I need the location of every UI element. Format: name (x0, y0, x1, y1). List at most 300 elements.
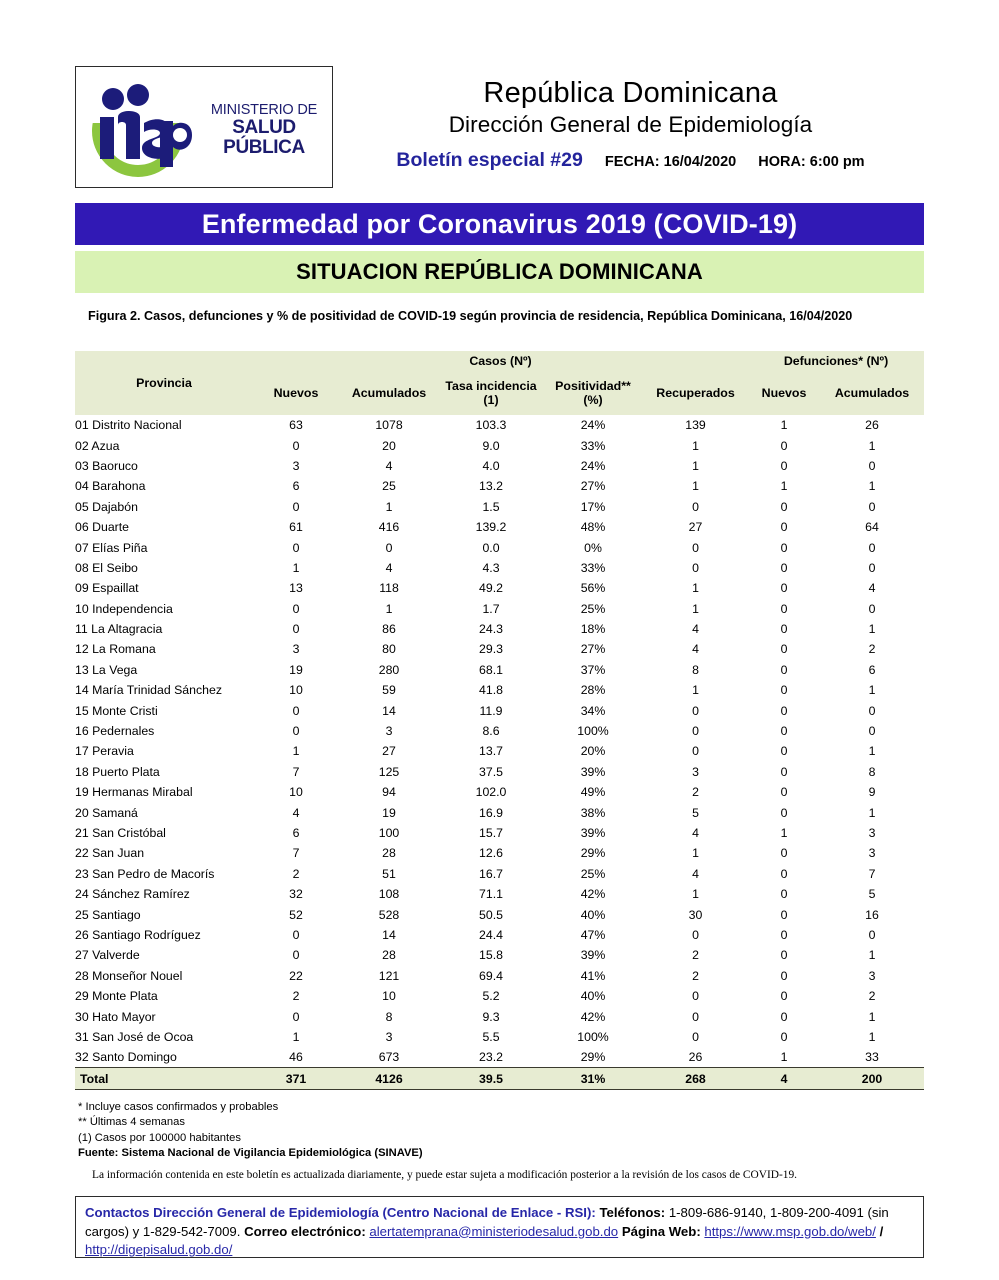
cell-def-nuevos: 0 (780, 887, 788, 902)
table-row (75, 1006, 924, 1026)
cell-def-nuevos: 0 (780, 560, 788, 575)
cell-tasa-incidencia: 24.4 (479, 927, 503, 942)
contact-phones: 1-809-686-9140, 1-809-200-4091 (sin cargos) y 1-829-542-7009. (85, 1205, 889, 1239)
cell-def-acumulados: 0 (868, 601, 876, 616)
cell-casos-acumulados: 0 (385, 540, 393, 555)
cell-tasa-incidencia: 13.7 (479, 744, 503, 759)
cell-casos-nuevos: 6 (292, 826, 300, 840)
cell-def-acumulados: 0 (868, 927, 876, 942)
cell-def-nuevos: 1 (780, 418, 788, 433)
cell-recuperados: 1 (692, 581, 699, 596)
cell-positividad: 42% (580, 887, 606, 902)
province-table-wrapper (75, 351, 924, 1090)
footnote-1: * Incluye casos confirmados y probables (78, 1101, 279, 1113)
cell-casos-nuevos: 0 (292, 438, 300, 453)
cell-def-nuevos: 0 (780, 785, 788, 800)
cell-recuperados: 0 (692, 724, 699, 739)
cell-def-nuevos: 1 (780, 1050, 788, 1065)
cell-provincia: 20 Samaná (75, 805, 138, 820)
cell-tasa-incidencia: 69.4 (479, 968, 503, 983)
cell-casos-acumulados: 1078 (375, 418, 403, 433)
cell-casos-nuevos: 1 (292, 560, 300, 575)
col-header-provincia: Provincia (75, 351, 253, 415)
table-row (75, 741, 924, 761)
cell-positividad: 100% (577, 1029, 609, 1044)
cell-def-acumulados: 3 (868, 968, 876, 983)
cell-def-acumulados: 16 (865, 907, 879, 922)
cell-def-nuevos: 0 (780, 622, 788, 637)
table-row (75, 1027, 924, 1047)
cell-tasa-incidencia: 15.8 (479, 948, 503, 963)
cell-casos-acumulados: 4 (385, 458, 393, 473)
cell-casos-acumulados: 280 (378, 662, 400, 677)
cell-tasa-incidencia: 11.9 (479, 703, 503, 718)
cell-positividad: 29% (580, 846, 606, 861)
contact-title: Contactos Dirección General de Epidemiología (Centro Nacional de Enlace - RSI): (85, 1205, 596, 1220)
title-block (337, 66, 924, 172)
cell-recuperados: 0 (692, 540, 699, 555)
cell-def-nuevos: 0 (780, 989, 788, 1004)
cell-tasa-incidencia: 4.0 (482, 458, 500, 473)
table-row (75, 700, 924, 720)
cell-casos-acumulados: 14 (382, 927, 396, 942)
cell-casos-acumulados: 27 (382, 744, 396, 759)
table-row (75, 456, 924, 476)
cell-positividad: 17% (580, 499, 606, 514)
cell-def-nuevos: 0 (780, 540, 788, 555)
cell-def-acumulados: 3 (868, 846, 876, 861)
total-def-nuevos: 4 (748, 1068, 820, 1090)
table-row (75, 782, 924, 802)
cell-tasa-incidencia: 37.5 (479, 764, 503, 779)
contact-phones-label: Teléfonos: (599, 1205, 666, 1220)
document-header (75, 66, 924, 190)
cell-provincia: 32 Santo Domingo (75, 1050, 177, 1065)
col-header-casos-nuevos: Nuevos (253, 371, 339, 415)
positividad-line1: Positividad** (555, 378, 631, 393)
bulletin-time: HORA: 6:00 pm (758, 154, 865, 170)
cell-positividad: 38% (580, 805, 606, 820)
cell-recuperados: 2 (692, 785, 699, 800)
cell-tasa-incidencia: 41.8 (479, 683, 503, 698)
cell-provincia: 09 Espaillat (75, 581, 139, 596)
cell-casos-nuevos: 22 (289, 968, 303, 983)
bulletin-meta-line (337, 149, 924, 172)
cell-casos-nuevos: 10 (289, 785, 303, 800)
cell-def-acumulados: 0 (868, 499, 876, 514)
contact-web-link-2[interactable]: http://digepisalud.gob.do/ (85, 1242, 233, 1258)
col-header-positividad (543, 371, 643, 415)
cell-def-nuevos: 0 (780, 662, 788, 677)
cell-recuperados: 4 (692, 622, 699, 637)
cell-casos-nuevos: 0 (292, 724, 300, 739)
table-row (75, 537, 924, 557)
cell-casos-nuevos: 52 (289, 907, 303, 922)
cell-casos-acumulados: 8 (385, 1009, 393, 1024)
table-row (75, 823, 924, 843)
cell-positividad: 37% (580, 662, 606, 677)
cell-recuperados: 8 (692, 662, 699, 677)
tasa-incidencia-line1: Tasa incidencia (445, 378, 537, 393)
cell-casos-nuevos: 0 (292, 540, 300, 555)
figure-caption: Figura 2. Casos, defunciones y % de positividad de COVID-19 según provincia de residencia, República Dominicana, 16/04/2020 (88, 309, 853, 323)
cell-recuperados: 30 (688, 907, 703, 922)
cell-provincia: 10 Independencia (75, 601, 173, 616)
cell-positividad: 29% (580, 1050, 606, 1065)
office-title: Dirección General de Epidemiología (448, 112, 813, 137)
cell-positividad: 33% (580, 438, 606, 453)
cell-provincia: 13 La Vega (75, 662, 138, 677)
cell-casos-nuevos: 0 (292, 601, 300, 616)
cell-casos-acumulados: 28 (382, 846, 396, 861)
cell-tasa-incidencia: 50.5 (479, 907, 503, 922)
cell-casos-nuevos: 0 (292, 622, 300, 637)
cell-tasa-incidencia: 29.3 (479, 642, 503, 657)
cell-provincia: 05 Dajabón (75, 499, 138, 514)
cell-recuperados: 4 (692, 642, 699, 657)
cell-casos-acumulados: 86 (382, 622, 396, 637)
cell-provincia: 28 Monseñor Nouel (75, 968, 183, 983)
total-casos-acumulados: 4126 (339, 1068, 439, 1090)
cell-casos-nuevos: 61 (289, 520, 303, 535)
table-footnotes (78, 1100, 924, 1183)
table-row (75, 884, 924, 904)
cell-def-nuevos: 1 (780, 479, 788, 494)
cell-casos-acumulados: 94 (382, 785, 396, 800)
cell-casos-nuevos: 3 (292, 642, 300, 657)
country-title: República Dominicana (483, 77, 778, 109)
cell-casos-acumulados: 10 (382, 989, 396, 1004)
bulletin-date: FECHA: 16/04/2020 (604, 154, 737, 170)
cell-provincia: 19 Hermanas Mirabal (75, 785, 193, 800)
cell-provincia: 15 Monte Cristi (75, 703, 158, 718)
cell-positividad: 18% (580, 622, 606, 637)
col-header-recuperados: Recuperados (643, 371, 748, 415)
cell-casos-nuevos: 10 (289, 683, 303, 698)
cell-provincia: 01 Distrito Nacional (75, 418, 182, 433)
cell-recuperados: 0 (692, 1009, 699, 1024)
cell-positividad: 24% (580, 418, 606, 433)
cell-positividad: 28% (580, 683, 606, 698)
cell-casos-acumulados: 28 (382, 948, 396, 963)
cell-tasa-incidencia: 4.3 (482, 560, 500, 575)
cell-def-nuevos: 0 (780, 866, 788, 881)
cell-def-nuevos: 0 (780, 724, 788, 739)
total-positividad: 31% (543, 1068, 643, 1090)
cell-def-nuevos: 0 (780, 703, 788, 718)
cell-casos-acumulados: 416 (378, 520, 400, 535)
cell-recuperados: 3 (692, 764, 699, 779)
msp-logo-wordmark (202, 103, 326, 158)
cell-def-acumulados: 0 (868, 540, 876, 555)
cell-def-nuevos: 0 (780, 764, 788, 779)
table-row (75, 660, 924, 680)
cell-recuperados: 1 (692, 479, 699, 494)
cell-positividad: 49% (580, 785, 606, 800)
cell-def-nuevos: 1 (780, 826, 788, 840)
cell-tasa-incidencia: 1.5 (482, 499, 500, 514)
cell-tasa-incidencia: 12.6 (479, 846, 503, 861)
cell-recuperados: 5 (692, 805, 699, 820)
cell-def-nuevos: 0 (780, 846, 788, 861)
cell-def-nuevos: 0 (780, 927, 788, 942)
cell-def-acumulados: 1 (868, 622, 876, 637)
msp-logo-box (75, 66, 333, 188)
footnote-source: Fuente: Sistema Nacional de Vigilancia Epidemiológica (SINAVE) (78, 1147, 423, 1160)
cell-positividad: 25% (580, 866, 606, 881)
total-def-acumulados: 200 (820, 1068, 924, 1090)
cell-casos-nuevos: 32 (289, 887, 303, 902)
cell-casos-nuevos: 63 (289, 418, 303, 433)
cell-casos-acumulados: 19 (382, 805, 396, 820)
cell-casos-nuevos: 0 (292, 703, 300, 718)
cell-positividad: 27% (580, 642, 606, 657)
cell-def-nuevos: 0 (780, 438, 788, 453)
cell-casos-nuevos: 7 (292, 764, 300, 779)
cell-casos-nuevos: 6 (292, 479, 300, 494)
cell-recuperados: 2 (692, 948, 699, 963)
cell-recuperados: 0 (692, 1029, 699, 1044)
cell-recuperados: 1 (692, 438, 699, 453)
cell-def-acumulados: 1 (868, 744, 876, 759)
cell-def-nuevos: 0 (780, 581, 788, 596)
group-header-defunciones: Defunciones* (Nº) (748, 351, 924, 371)
total-casos-nuevos: 371 (253, 1068, 339, 1090)
cell-casos-nuevos: 2 (292, 989, 300, 1004)
cell-def-acumulados: 2 (868, 989, 876, 1004)
table-row (75, 1047, 924, 1067)
cell-provincia: 16 Pedernales (75, 724, 155, 739)
cell-casos-acumulados: 1 (385, 601, 393, 616)
cell-casos-acumulados: 108 (378, 887, 400, 902)
cell-def-nuevos: 0 (780, 642, 788, 657)
cell-recuperados: 4 (692, 826, 699, 840)
cell-def-acumulados: 1 (868, 805, 876, 820)
group-header-casos: Casos (Nº) (253, 351, 748, 371)
cell-provincia: 03 Baoruco (75, 458, 138, 473)
table-row (75, 415, 924, 435)
cell-casos-nuevos: 46 (289, 1050, 303, 1065)
cell-tasa-incidencia: 15.7 (479, 826, 503, 840)
table-row (75, 558, 924, 578)
cell-casos-nuevos: 4 (292, 805, 300, 820)
cell-provincia: 29 Monte Plata (75, 989, 158, 1004)
cell-total-label: Total (75, 1068, 253, 1090)
cell-positividad: 39% (580, 764, 606, 779)
cell-positividad: 27% (580, 479, 606, 494)
cell-recuperados: 0 (692, 989, 699, 1004)
table-row (75, 680, 924, 700)
cell-provincia: 30 Hato Mayor (75, 1009, 156, 1024)
table-row (75, 925, 924, 945)
cell-recuperados: 26 (688, 1050, 703, 1065)
cell-def-acumulados: 1 (868, 948, 876, 963)
cell-def-nuevos: 0 (780, 968, 788, 983)
cell-def-nuevos: 0 (780, 458, 788, 473)
cell-casos-nuevos: 7 (292, 846, 300, 861)
cell-recuperados: 4 (692, 866, 699, 881)
table-row (75, 864, 924, 884)
cell-recuperados: 1 (692, 887, 699, 902)
cell-def-acumulados: 26 (865, 418, 879, 433)
cell-casos-acumulados: 14 (382, 703, 396, 718)
cell-provincia: 18 Puerto Plata (75, 764, 160, 779)
cell-casos-acumulados: 125 (378, 764, 400, 779)
contact-web-link-1[interactable]: https://www.msp.gob.do/web/ (704, 1223, 876, 1239)
table-row (75, 578, 924, 598)
cell-def-acumulados: 1 (868, 1009, 876, 1024)
table-row (75, 639, 924, 659)
contact-link-separator: / (879, 1223, 884, 1239)
table-row (75, 986, 924, 1006)
cell-def-acumulados: 1 (868, 479, 876, 494)
bulletin-number: Boletín especial #29 (396, 149, 583, 171)
cell-tasa-incidencia: 68.1 (479, 662, 503, 677)
cell-provincia: 14 María Trinidad Sánchez (75, 683, 222, 698)
cell-def-acumulados: 4 (868, 581, 876, 596)
table-row (75, 599, 924, 619)
cell-positividad: 100% (577, 724, 609, 739)
cell-casos-acumulados: 528 (378, 907, 400, 922)
cell-positividad: 48% (580, 520, 606, 535)
cell-def-acumulados: 64 (865, 520, 879, 535)
cell-def-acumulados: 8 (868, 764, 876, 779)
total-recuperados: 268 (643, 1068, 748, 1090)
total-tasa-incidencia: 39.5 (439, 1068, 543, 1090)
cell-tasa-incidencia: 49.2 (479, 581, 503, 596)
cell-def-acumulados: 2 (868, 642, 876, 657)
cell-def-nuevos: 0 (780, 744, 788, 759)
cell-recuperados: 0 (692, 703, 699, 718)
cell-tasa-incidencia: 103.3 (475, 418, 507, 433)
cell-tasa-incidencia: 71.1 (479, 887, 503, 902)
col-header-def-acumulados: Acumulados (820, 371, 924, 415)
cell-def-acumulados: 3 (868, 826, 876, 840)
province-table (75, 351, 924, 1090)
cell-def-nuevos: 0 (780, 683, 788, 698)
cell-tasa-incidencia: 24.3 (479, 622, 503, 637)
col-header-def-nuevos: Nuevos (748, 371, 820, 415)
cell-tasa-incidencia: 9.3 (482, 1009, 500, 1024)
cell-def-nuevos: 0 (780, 1029, 788, 1044)
cell-def-nuevos: 0 (780, 948, 788, 963)
cell-tasa-incidencia: 8.6 (482, 724, 500, 739)
cell-provincia: 06 Duarte (75, 520, 130, 535)
col-header-tasa-incidencia (439, 371, 543, 415)
cell-tasa-incidencia: 16.9 (479, 805, 503, 820)
table-row (75, 966, 924, 986)
disease-banner: Enfermedad por Coronavirus 2019 (COVID-19) (75, 203, 924, 245)
cell-provincia: 02 Azua (75, 438, 120, 453)
positividad-line2: (%) (583, 393, 603, 407)
cell-def-acumulados: 0 (868, 703, 876, 718)
cell-casos-acumulados: 59 (382, 683, 396, 698)
cell-def-nuevos: 0 (780, 907, 788, 922)
contact-box (75, 1196, 924, 1258)
cell-positividad: 33% (580, 560, 606, 575)
cell-positividad: 39% (580, 826, 606, 840)
table-row (75, 619, 924, 639)
cell-casos-nuevos: 3 (292, 458, 300, 473)
cell-tasa-incidencia: 23.2 (479, 1050, 503, 1065)
cell-def-nuevos: 0 (780, 601, 788, 616)
cell-def-nuevos: 0 (780, 520, 788, 535)
cell-positividad: 20% (580, 744, 606, 759)
cell-def-acumulados: 1 (868, 683, 876, 698)
footnote-2: ** Últimas 4 semanas (78, 1116, 185, 1129)
table-row (75, 904, 924, 924)
cell-tasa-incidencia: 13.2 (479, 479, 503, 494)
cell-casos-acumulados: 673 (378, 1050, 400, 1065)
cell-provincia: 23 San Pedro de Macorís (75, 866, 215, 881)
cell-def-acumulados: 6 (868, 662, 876, 677)
cell-def-nuevos: 0 (780, 1009, 788, 1024)
cell-recuperados: 0 (692, 927, 699, 942)
cell-positividad: 34% (580, 703, 606, 718)
cell-casos-nuevos: 0 (292, 499, 300, 514)
cell-tasa-incidencia: 5.2 (482, 989, 500, 1004)
tasa-incidencia-line2: (1) (483, 393, 499, 407)
cell-recuperados: 27 (688, 520, 703, 535)
cell-tasa-incidencia: 0.0 (482, 540, 500, 555)
cell-provincia: 07 Elías Piña (75, 540, 148, 555)
contact-email-label: Correo electrónico: (244, 1223, 366, 1239)
col-header-casos-acumulados: Acumulados (339, 371, 439, 415)
cell-positividad: 42% (580, 1009, 606, 1024)
cell-casos-acumulados: 1 (385, 499, 393, 514)
cell-provincia: 26 Santiago Rodríguez (75, 927, 201, 942)
cell-provincia: 04 Barahona (75, 479, 146, 494)
cell-recuperados: 1 (692, 683, 699, 698)
cell-recuperados: 1 (692, 601, 699, 616)
cell-positividad: 40% (580, 989, 606, 1004)
contact-email-link[interactable]: alertatemprana@ministeriodesalud.gob.do (369, 1223, 619, 1239)
cell-def-acumulados: 1 (868, 438, 876, 453)
table-body (75, 415, 924, 1090)
msp-logo-icon (86, 77, 194, 177)
cell-positividad: 25% (580, 601, 606, 616)
cell-tasa-incidencia: 139.2 (475, 520, 507, 535)
cell-provincia: 21 San Cristóbal (75, 826, 166, 840)
cell-def-acumulados: 33 (865, 1050, 879, 1065)
cell-casos-acumulados: 80 (382, 642, 396, 657)
logo-line-2: SALUD PÚBLICA (223, 117, 305, 159)
table-row (75, 721, 924, 741)
cell-casos-acumulados: 25 (382, 479, 396, 494)
table-total-row (75, 1068, 924, 1090)
cell-provincia: 25 Santiago (75, 907, 141, 922)
cell-tasa-incidencia: 5.5 (482, 1029, 500, 1044)
situation-banner: SITUACION REPÚBLICA DOMINICANA (75, 251, 924, 293)
cell-tasa-incidencia: 9.0 (482, 438, 500, 453)
table-row (75, 497, 924, 517)
cell-casos-nuevos: 1 (292, 744, 300, 759)
cell-def-nuevos: 0 (780, 499, 788, 514)
cell-tasa-incidencia: 1.7 (482, 601, 500, 616)
footnote-3: (1) Casos por 100000 habitantes (78, 1131, 241, 1144)
table-row (75, 517, 924, 537)
cell-casos-nuevos: 13 (289, 581, 303, 596)
cell-provincia: 31 San José de Ocoa (75, 1029, 194, 1044)
cell-positividad: 56% (580, 581, 606, 596)
cell-def-acumulados: 7 (868, 866, 876, 881)
cell-provincia: 12 La Romana (75, 642, 156, 657)
cell-casos-acumulados: 3 (385, 724, 393, 739)
cell-tasa-incidencia: 16.7 (479, 866, 503, 881)
cell-casos-nuevos: 0 (292, 948, 300, 963)
cell-positividad: 24% (580, 458, 606, 473)
cell-casos-nuevos: 2 (292, 866, 300, 881)
